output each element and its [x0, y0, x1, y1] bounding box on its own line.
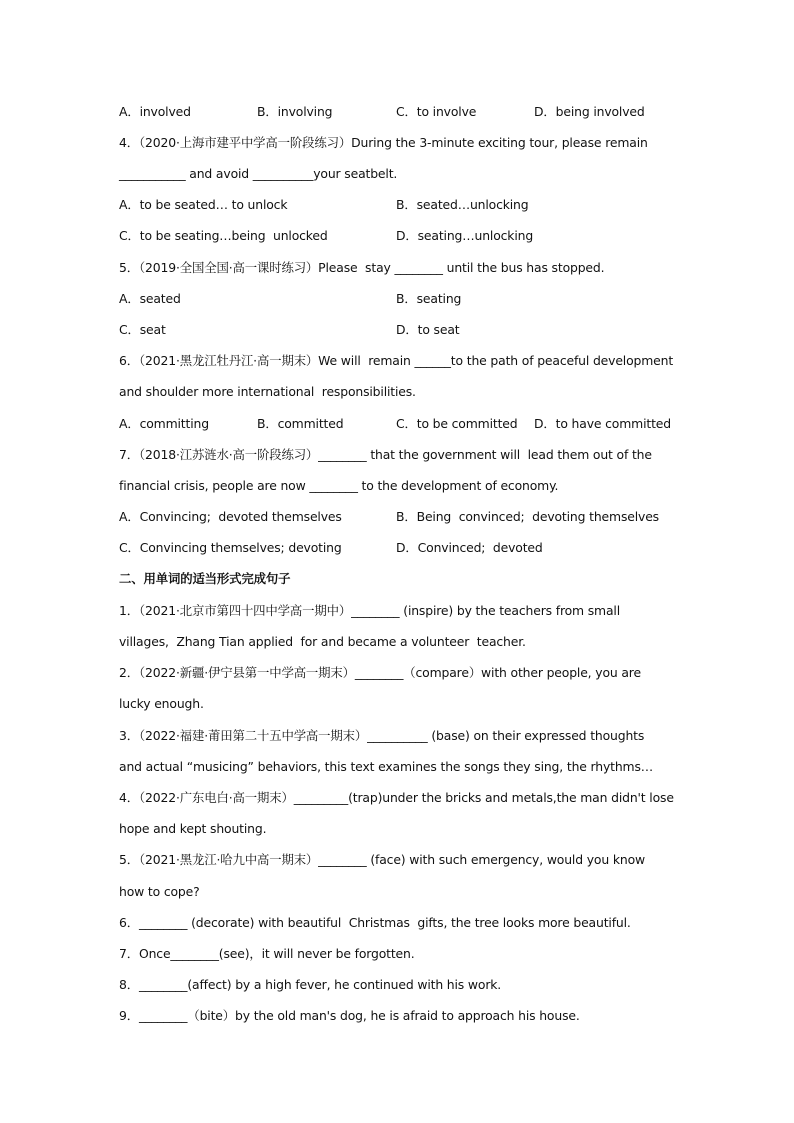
section-2-line: 7．Once________(see)，it will never be forgotten.: [119, 946, 415, 961]
q7-option-d: D．Convinced; devoted: [396, 540, 543, 555]
section-2-line: hope and kept shouting.: [119, 821, 267, 836]
q6-option-c: C．to be committed: [396, 416, 518, 431]
q7-option-b: B．Being convinced; devoting themselves: [396, 509, 659, 524]
q5-option-b: B．seating: [396, 291, 462, 306]
q4-stem-line-1: 4．（2020·上海市建平中学高一阶段练习）During the 3-minute exciting tour, please remain: [119, 135, 648, 150]
section-2-line: 6．________ (decorate) with beautiful Christmas gifts, the tree looks more beautiful.: [119, 915, 631, 930]
q3-option-c: C．to involve: [396, 104, 477, 119]
section-2-line: 8．________(affect) by a high fever, he continued with his work.: [119, 977, 502, 992]
q4-option-d: D．seating…unlocking: [396, 228, 534, 243]
q5-option-c: C．seat: [119, 322, 166, 337]
q4-stem-line-2: ___________ and avoid __________your seatbelt.: [119, 166, 398, 181]
q6-option-d: D．to have committed: [534, 416, 671, 431]
q6-option-b: B．committed: [257, 416, 344, 431]
section-2-line: 1．（2021·北京市第四十四中学高一期中）________ (inspire) by the teachers from small: [119, 603, 621, 618]
section-2-line: 5．（2021·黑龙江·哈九中高一期末）________ (face) with such emergency, would you know: [119, 852, 645, 867]
q6-option-a: A．committing: [119, 416, 209, 431]
section-2-heading: 二、用单词的适当形式完成句子: [119, 571, 291, 586]
q5-stem-line-1: 5．（2019·全国全国·高一课时练习）Please stay ________ until the bus has stopped.: [119, 260, 605, 275]
q5-option-a: A．seated: [119, 291, 181, 306]
section-2-line: villages, Zhang Tian applied for and became a volunteer teacher.: [119, 634, 526, 649]
q7-stem-line-2: financial crisis, people are now ________ to the development of economy.: [119, 478, 559, 493]
q6-stem-line-1: 6．（2021·黑龙江牡丹江·高一期末）We will remain ______to the path of peaceful development: [119, 353, 674, 368]
q3-option-a: A．involved: [119, 104, 191, 119]
section-2-line: 2．（2022·新疆·伊宁县第一中学高一期末）________（compare）with other people, you are: [119, 665, 641, 680]
section-2-line: 9．________（bite）by the old man's dog, he is afraid to approach his house.: [119, 1008, 580, 1023]
q3-option-d: D．being involved: [534, 104, 645, 119]
q7-stem-line-1: 7．（2018·江苏涟水·高一阶段练习）________ that the government will lead them out of the: [119, 447, 652, 462]
section-2-line: how to cope?: [119, 884, 200, 899]
q7-option-c: C．Convincing themselves; devoting: [119, 540, 342, 555]
q6-stem-line-2: and shoulder more international responsibilities.: [119, 384, 416, 399]
q7-option-a: A．Convincing; devoted themselves: [119, 509, 342, 524]
q4-option-c: C．to be seating…being unlocked: [119, 228, 328, 243]
q4-option-a: A．to be seated… to unlock: [119, 197, 288, 212]
section-2-line: 4．（2022·广东电白·高一期末）_________(trap)under the bricks and metals,the man didn't lose: [119, 790, 674, 805]
q5-option-d: D．to seat: [396, 322, 460, 337]
section-2-line: lucky enough.: [119, 696, 204, 711]
section-2-line: and actual “musicing” behaviors, this text examines the songs they sing, the rhythms…: [119, 759, 654, 774]
q3-option-b: B．involving: [257, 104, 333, 119]
section-2-line: 3．（2022·福建·莆田第二十五中学高一期末）__________ (base) on their expressed thoughts: [119, 728, 645, 743]
q4-option-b: B．seated…unlocking: [396, 197, 529, 212]
